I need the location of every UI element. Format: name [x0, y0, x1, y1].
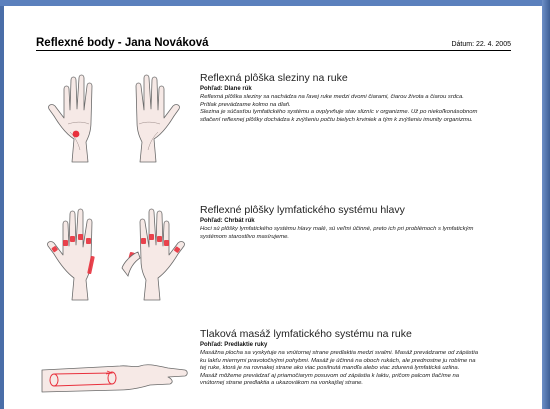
section-view: Pohľad: Predlaktie ruky: [200, 342, 268, 348]
hand-backs-illustration-icon: [42, 202, 190, 302]
palms-illustration-icon: [44, 64, 184, 164]
section-paragraph: Slezina je súčasťou lymfatického systému a ovplyvňuje stav slizníc v organizme. Už po niekoľkonásobnom stlačení reflexnej plôšky dochádza k zvýšeniu počtu bielych krviniek a tým k zvýšeniu imunity organizmu.: [200, 109, 478, 123]
section-heading: Reflexné plôšky lymfatického systému hlavy: [200, 204, 405, 216]
section-body: [200, 94, 480, 124]
section-paragraph: Reflexná plôška sleziny sa nachádza na ľavej ruke medzi dvomi čiarami, čiarou života a čiarou srdca. Prítlak prevádzame kolmo na dlaň.: [200, 94, 464, 108]
section-arm-massage: [200, 328, 480, 388]
document-date: Dátum: 22. 4. 2005: [451, 41, 511, 48]
section-body: [200, 350, 480, 388]
section-spleen: [200, 72, 480, 124]
section-body: [200, 226, 480, 241]
section-head-lymph: [200, 204, 480, 241]
section-heading: Tlaková masáž lymfatického systému na ruke: [200, 328, 412, 340]
section-view: Pohľad: Chrbát rúk: [200, 218, 255, 224]
section-paragraph: Masážna plocha sa vyskytuje na vnútornej strane predlaktia medzi svalmi. Masáž prevádzame od zápästia ku lakťu miernymi pravotočivými pohybmi. Masáž je účinná na oboch rukách, ale prednostne ju robíme na tej ruke, ktorá je na rovnakej strane ako viac posilnutá mandľa alebo viac zdurená lymfatická uzlina.: [200, 350, 478, 372]
section-heading: Reflexná plôška sleziny na ruke: [200, 72, 348, 84]
forearm-illustration-icon: [40, 360, 190, 400]
document-title: Reflexné body - Jana Nováková: [36, 37, 209, 49]
section-paragraph: Hoci sú plôšky lymfatického systému hlavy malé, sú veľmi účinné, preto ich pri problémoch s lymfatickým systémom starostlivo masírujeme.: [200, 226, 474, 240]
header-divider: [36, 50, 511, 51]
window-frame-right: [542, 0, 550, 409]
section-paragraph: Masáž môžeme prevádzať aj priamočiarym posuvom od zápästia k laktu, pričom palcom tlačíme na vnútornej strane predlaktia a ukazovákom na vonkajšej strane.: [200, 372, 460, 387]
print-preview-page: [4, 6, 542, 409]
section-view: Pohľad: Dlane rúk: [200, 86, 252, 92]
